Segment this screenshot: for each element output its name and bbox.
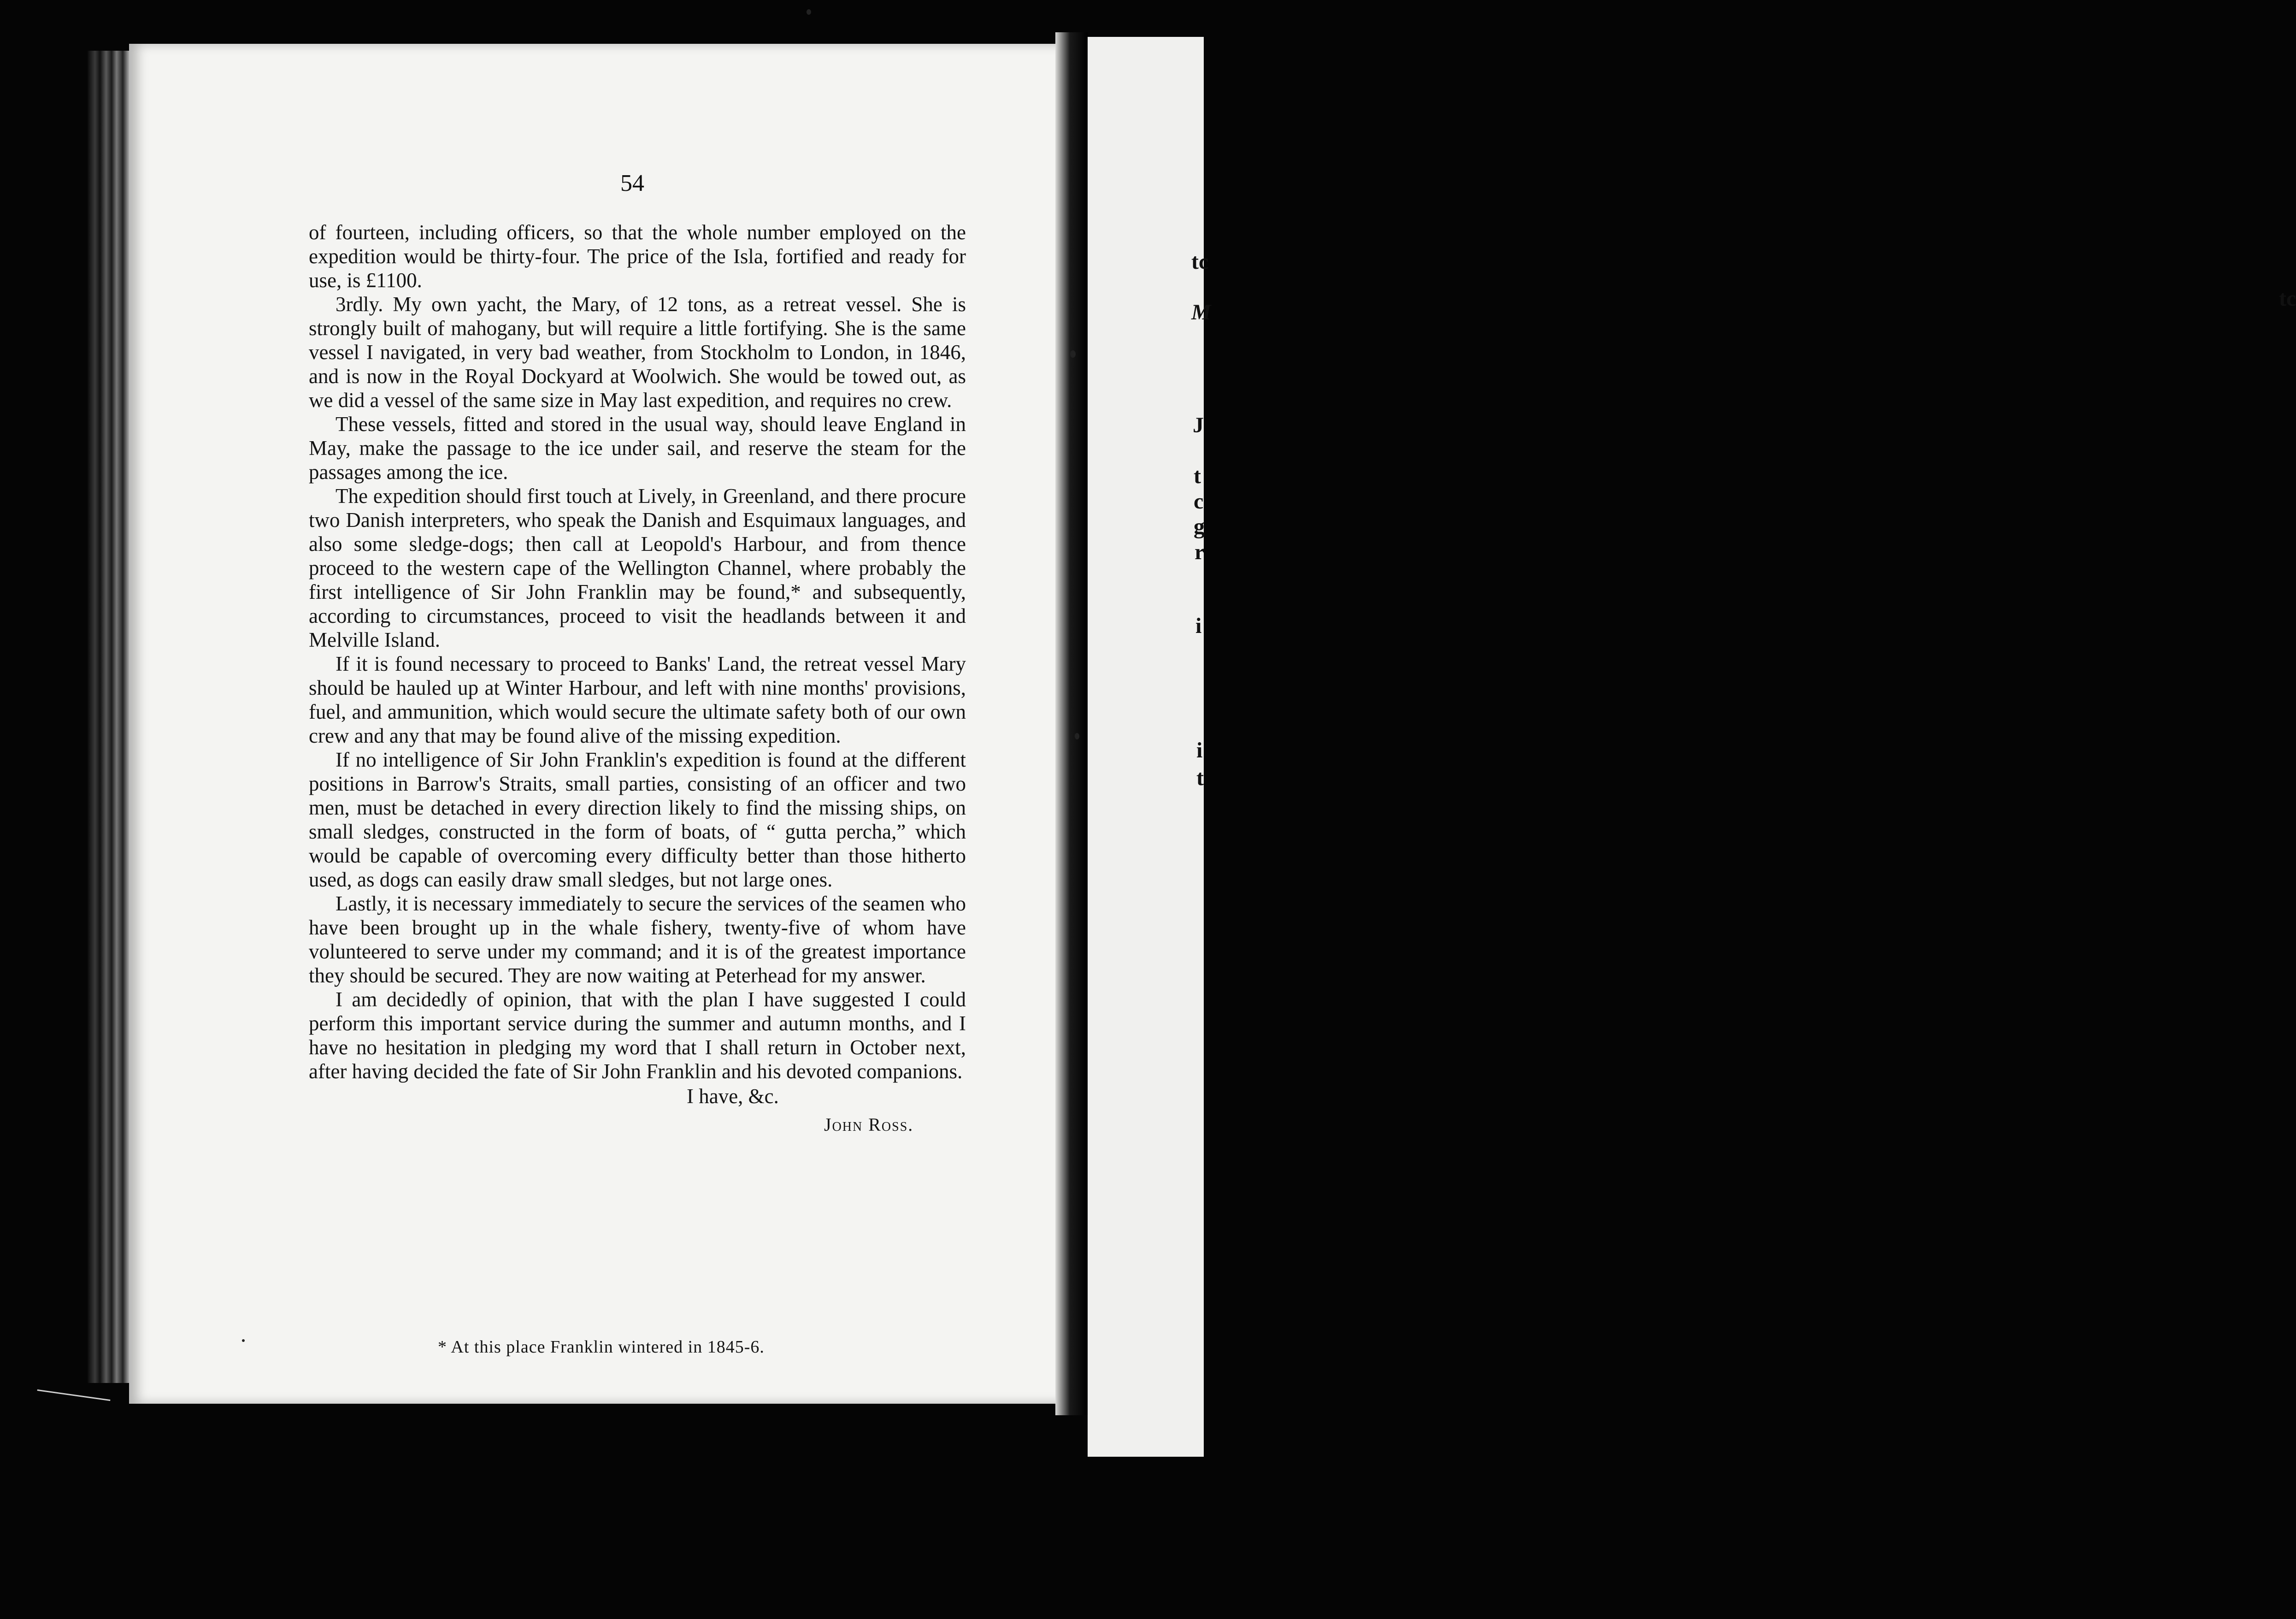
adjacent-page-fragment-1: tc <box>1191 249 1209 274</box>
adjacent-page-fragment-8: i <box>1195 614 1202 638</box>
adjacent-page <box>1088 37 2296 1457</box>
page-body <box>309 220 966 1137</box>
footnote: * At this place Franklin wintered in 1845-6. <box>438 1337 765 1357</box>
adjacent-page-fragment-7: r <box>1195 540 1205 564</box>
adjacent-page-fragment-2: M <box>1191 300 1211 325</box>
adjacent-page-fragment-4: t <box>1194 464 1201 488</box>
print-speck <box>1075 733 1079 739</box>
paragraph-7: Lastly, it is necessary immediately to secure the services of the seamen who have been brought up in the whale fishery, twenty-five of whom have volunteered to serve under my command; and it is of the greatest importance they should be secured. They are now waiting at Peterhead for my answer. <box>309 892 966 987</box>
paragraph-2: 3rdly. My own yacht, the Mary, of 12 tons, as a retreat vessel. She is strongly built of mahogany, but will require a little fortifying. She is the same vessel I navigated, in very bad weather, from Stockholm to London, in 1846, and is now in the Royal Dockyard at Woolwich. She would be towed out, as we did a vessel of the same size in May last expedition, and requires no crew. <box>309 293 966 412</box>
adjacent-page-fragment-5: c <box>1194 489 1204 514</box>
page-number: 54 <box>620 170 644 196</box>
print-speck <box>1070 350 1076 358</box>
paragraph-4: The expedition should first touch at Lively, in Greenland, and there procure two Danish interpreters, who speak the Danish and Esquimaux languages, and also some sledge-dogs; then call at Leopold's Harbour, and from thence proceed to the western cape of the Wellington Channel, where probably the first intelligence of Sir John Franklin may be found,* and subsequently, according to circumstances, proceed to visit the headlands between it and Melville Island. <box>309 485 966 651</box>
paragraph-8: I am decidedly of opinion, that with the plan I have suggested I could perform this important service during the summer and autumn months, and I have no hesitation in pledging my word that I shall return in October next, after having decided the fate of Sir John Franklin and his devoted companions. <box>309 988 966 1083</box>
adjacent-page-fragment: tc <box>2279 286 2296 311</box>
print-speck <box>807 9 811 15</box>
film-scratch <box>37 1389 111 1401</box>
paragraph-6: If no intelligence of Sir John Franklin's expedition is found at the different positions in Barrow's Straits, small parties, consisting of an officer and two men, must be detached in every direction likely to find the missing ships, on small sledges, constructed in the form of boats, of “ gutta percha,” which would be capable of overcoming every difficulty better than those hitherto used, as dogs can easily draw small sledges, but not large ones. <box>309 748 966 891</box>
adjacent-page-fragment-9: i <box>1196 738 1203 762</box>
print-speck <box>242 1339 245 1342</box>
letter-signature: John Ross. <box>824 1114 914 1135</box>
paragraph-3: These vessels, fitted and stored in the usual way, should leave England in May, make the passage to the ice under sail, and reserve the steam for the passages among the ice. <box>309 413 966 484</box>
adjacent-page-fragment-3: J <box>1193 413 1204 437</box>
adjacent-page-fragment-6: g <box>1194 514 1205 539</box>
adjacent-page-fragment-10: t <box>1196 766 1204 790</box>
paragraph-1: of fourteen, including officers, so that the whole number employed on the expedition would be thirty-four. The price of the Isla, fortified and ready for use, is £1100. <box>309 221 966 292</box>
letter-closing: I have, &c. <box>687 1085 779 1108</box>
page-gutter-shadow <box>1055 32 1088 1415</box>
paragraph-5: If it is found necessary to proceed to Banks' Land, the retreat vessel Mary should be hauled up at Winter Harbour, and left with nine months' provisions, fuel, and ammunition, which would secure the ultimate safety both of our own crew and any that may be found alive of the missing expedition. <box>309 652 966 747</box>
book-spine-edge <box>88 51 129 1383</box>
